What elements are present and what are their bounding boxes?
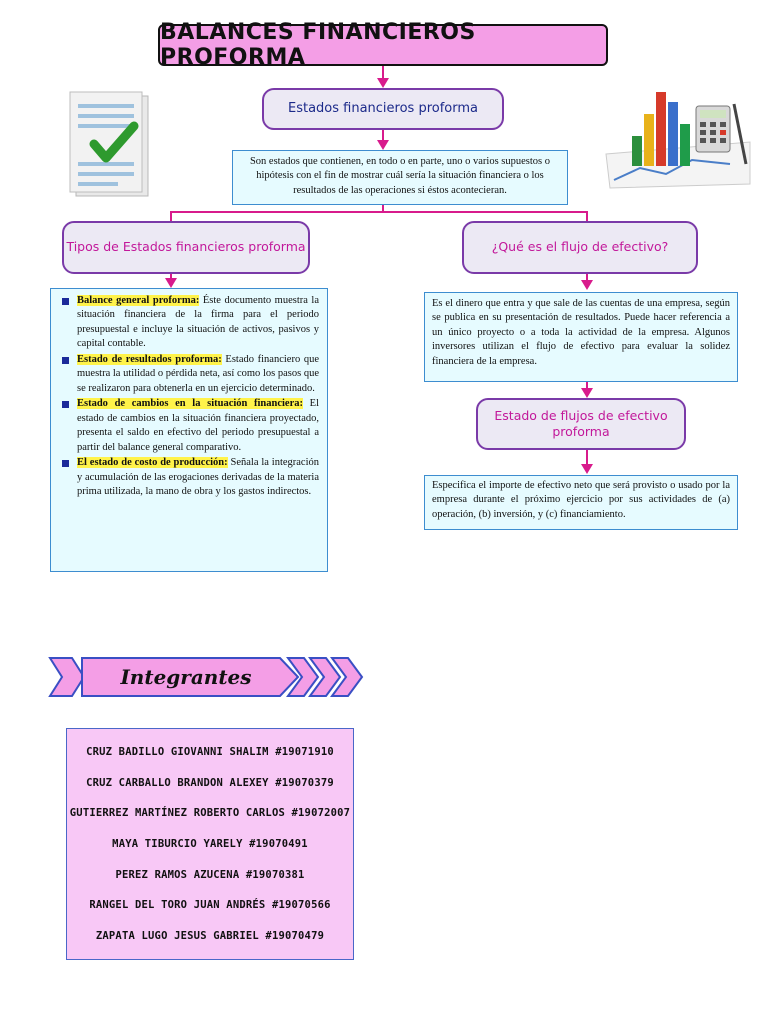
tipo-term: Estado de resultados proforma:: [77, 353, 222, 365]
square-bullet-icon: [62, 357, 69, 364]
node-estados-financieros: Estados financieros proforma: [262, 88, 504, 130]
arrow-head: [581, 280, 593, 290]
arrow-head: [377, 78, 389, 88]
member-name: GUTIERREZ MARTÍNEZ ROBERTO CARLOS #19072007: [69, 807, 351, 820]
node-tipos-estados: Tipos de Estados financieros proforma: [62, 221, 310, 274]
tipo-description: Estado financiero que muestra la utilidad o pérdida neta, así como los pasos que se realizaron para obtenerla en un ejercicio determinado.: [77, 353, 320, 394]
tipo-item: [59, 397, 319, 455]
node-flujo-efectivo: ¿Qué es el flujo de efectivo?: [462, 221, 698, 274]
member-name: ZAPATA LUGO JESUS GABRIEL #19070479: [95, 929, 325, 942]
tipo-description: Señala la integración y acumulación de las erogaciones derivadas de la materia prima utilizada, la mano de obra y los gastos indirectos.: [77, 457, 320, 498]
integrantes-title: Integrantes: [120, 665, 252, 689]
flujo-text-box: Es el dinero que entra y que sale de las cuentas de una empresa, según se publica en su presentación de resultados. Puede hacer referencia a un único proyecto o a toda la actividad de la empresa. Algunos inversores utilizan el flujo de efectivo para evaluar la solidez financiera de la empresa.: [424, 292, 738, 382]
tipos-list: [59, 294, 319, 500]
arrow-head: [377, 140, 389, 150]
square-bullet-icon: [62, 401, 69, 408]
arrow-head: [165, 278, 177, 288]
tipo-item: [59, 456, 319, 499]
tipos-list-box: [50, 288, 328, 572]
node-estado-flujos: Estado de flujos de efectivo proforma: [476, 398, 686, 450]
square-bullet-icon: [62, 460, 69, 467]
arrow-head: [581, 464, 593, 474]
finance-chart-calculator-icon: [600, 84, 752, 192]
connector-right-down: [586, 211, 588, 221]
tipo-description: El estado de cambios en la situación financiera proyectado, presenta el saldo en efectivo del periodo presupuestal a partir del balance general comparativo.: [77, 398, 319, 453]
document-check-icon: [64, 86, 160, 206]
members-list: [66, 728, 354, 960]
arrow-head: [581, 388, 593, 398]
member-name: PEREZ RAMOS AZUCENA #19070381: [115, 868, 305, 881]
tipo-description: Éste documento muestra la situación financiera de la firma para el periodo presupuestal e incluye la situación de activos, pasivos y capital contable.: [77, 295, 319, 350]
connector-left-down: [170, 211, 172, 221]
definition-box: Son estados que contienen, en todo o en parte, uno o varios supuestos o hipótesis con el fin de mostrar cuál sería la situación financiera o los resultados de las operaciones si éstos acontecieran.: [232, 150, 568, 205]
square-bullet-icon: [62, 298, 69, 305]
tipo-term: Balance general proforma:: [77, 295, 200, 306]
member-name: MAYA TIBURCIO YARELY #19070491: [112, 837, 308, 850]
page-title: BALANCES FINANCIEROS PROFORMA: [158, 24, 608, 66]
tipo-item: [59, 353, 319, 396]
member-name: CRUZ CARBALLO BRANDON ALEXEY #19070379: [86, 776, 334, 789]
tipo-term: El estado de costo de producción:: [77, 457, 228, 469]
estado-flujos-text-box: Especifica el importe de efectivo neto que será provisto o usado por la empresa durante el próximo ejercicio por sus actividades de (a) operación, (b) inversión, y (c) financiamiento.: [424, 475, 738, 530]
member-name: CRUZ BADILLO GIOVANNI SHALIM #19071910: [86, 746, 334, 759]
connector-horizontal: [170, 211, 588, 213]
member-name: RANGEL DEL TORO JUAN ANDRÉS #19070566: [89, 899, 331, 912]
tipo-term: Estado de cambios en la situación financiera:: [77, 398, 303, 410]
tipo-item: [59, 294, 319, 352]
connector-estflujos-text: [586, 450, 588, 465]
